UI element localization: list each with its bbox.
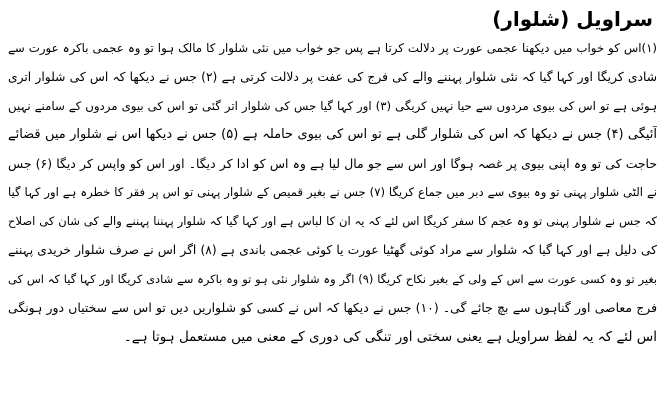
body-line: آئیگی (۴) جس نے دیکھا کہ اس کی شلوار گلی ہے تو اس کی بیوی حاملہ ہے (۵) جس نے دیکھا اس نے شلوار میں قضائے	[8, 126, 657, 142]
body-line: حاجت کی تو وہ اپنی بیوی پر غصہ ہوگا اور اس سے جو مال لیا ہے وہ اس کو ادا کر دیگا۔ اور اس کو واپس کر دیگا (۶) جس	[8, 155, 657, 171]
body-line: کہ جس نے شلوار پہنی تو وہ عجم کا سفر کریگا اس لئے کہ یہ ان کا لباس ہے اور کہا گیا کہ شلوار پہننا پہننے والے کی شان کی اصلاح	[8, 214, 657, 229]
body-line: نے الٹی شلوار پہنی تو وہ بیوی سے دبر میں جماع کریگا (۷) جس نے بغیر قمیص کے شلوار پہنی تو اس پر فقر کا خطرہ ہے اور کہا گیا	[8, 185, 657, 200]
body-line: شادی کریگا اور کہا گیا کہ نئی شلوار پہننے والے کی فرج کی عفت پر دلالت کرتی ہے (۲) جس نے دیکھا کہ اس کی شلوار اتری	[8, 69, 657, 84]
body-line: اس لئے کہ یہ لفظ سراویل ہے یعنی سختی اور تنگی کی دوری کے معنی میں مستعمل ہوتا ہے۔	[123, 328, 657, 345]
entry-heading: سراویل (شلوار)	[492, 7, 653, 31]
body-line: ہوئی ہے تو اس کی بیوی مردوں سے حیا نہیں کریگی (۳) اور کہا گیا جس کی شلوار اتر گئی تو اس کی بیوی مردوں کے سامنے نہیں	[8, 98, 657, 113]
body-line: (۱)اس کو خواب میں دیکھنا عجمی عورت پر دلالت کرتا ہے پس جو خواب میں نئی شلوار کا مالک ہوا تو وہ عجمی باکرہ عورت سے	[8, 41, 657, 55]
entry-body	[8, 34, 657, 352]
body-line: بغیر تو وہ کسی عورت سے اس کے ولی کے بغیر نکاح کریگا (۹) اگر وہ شلوار نئی ہو تو وہ باکرہ سے شادی کریگا اور کہا گیا کہ اس کی	[8, 272, 657, 287]
body-line: کی دلیل ہے اور کہا گیا کہ شلوار سے مراد کوئی گھٹیا عورت یا کوئی عجمی باندی ہے (۸) اگر اس نے صرف شلوار خریدی پہننے	[8, 243, 657, 258]
body-line: فرج معاصی اور گناہوں سے بچ جائے گی۔ (۱۰) جس نے دیکھا کہ اس نے کسی کو شلواریں دیں تو اس سے سختیاں دور ہونگی	[8, 300, 657, 316]
